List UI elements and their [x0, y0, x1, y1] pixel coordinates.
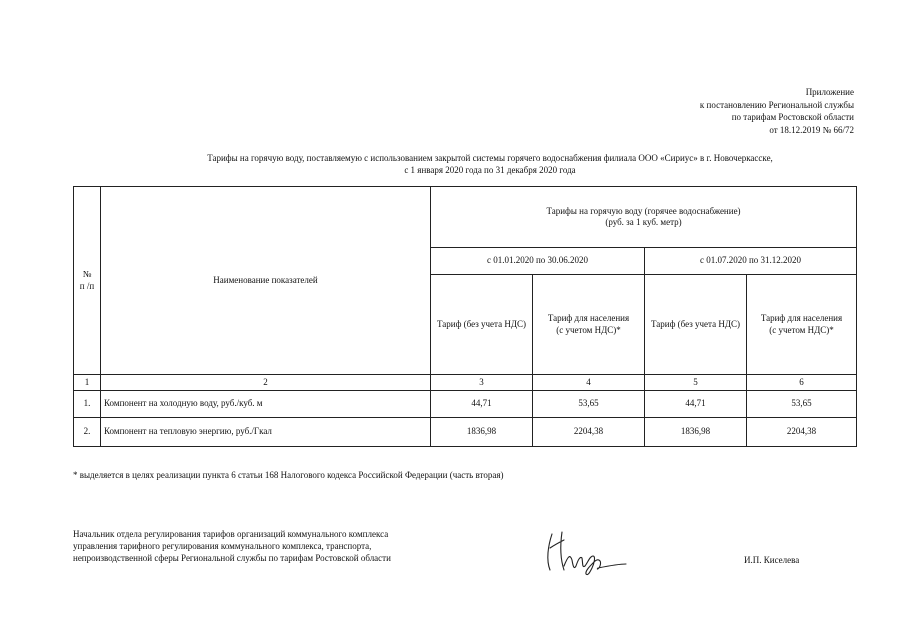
row-name: Компонент на тепловую энергию, руб./Гкал	[101, 418, 431, 447]
footnote: * выделяется в целях реализации пункта 6 статьи 168 Налогового кодекса Российской Федерации (часть вторая)	[73, 470, 504, 480]
title-line: Тарифы на горячую воду, поставляемую с использованием закрытой системы горячего водоснабжения филиала ООО «Сириус» в г. Новочеркасске,	[207, 153, 773, 163]
appendix-header	[700, 86, 854, 136]
appendix-line: по тарифам Ростовской области	[731, 112, 854, 122]
header-subcol: Тариф (без учета НДС)	[645, 275, 747, 375]
signer-position-line: Начальник отдела регулирования тарифов организаций коммунального комплекса	[73, 529, 389, 539]
row-value: 1836,98	[431, 418, 533, 447]
index-cell: 4	[533, 375, 645, 391]
appendix-line: Приложение	[805, 87, 854, 97]
header-number: № п /п	[74, 187, 101, 375]
header-group: Тарифы на горячую воду (горячее водоснабжение) (руб. за 1 куб. метр)	[431, 187, 857, 248]
index-cell: 5	[645, 375, 747, 391]
table-row	[74, 391, 857, 418]
index-row	[74, 375, 857, 391]
signer-position-line: непроизводственной сферы Региональной службы по тарифам Ростовской области	[73, 553, 391, 563]
header-subcol: Тариф для населения (с учетом НДС)*	[533, 275, 645, 375]
index-cell: 1	[74, 375, 101, 391]
header-name: Наименование показателей	[101, 187, 431, 375]
row-value: 2204,38	[533, 418, 645, 447]
title-period: с 1 января 2020 года по 31 декабря 2020 года	[404, 164, 576, 175]
header-period-1: с 01.01.2020 по 30.06.2020	[431, 248, 645, 275]
row-value: 1836,98	[645, 418, 747, 447]
row-value: 53,65	[533, 391, 645, 418]
index-cell: 3	[431, 375, 533, 391]
row-value: 44,71	[431, 391, 533, 418]
index-cell: 6	[747, 375, 857, 391]
header-subcol: Тариф для населения (с учетом НДС)*	[747, 275, 857, 375]
row-value: 2204,38	[747, 418, 857, 447]
index-cell: 2	[101, 375, 431, 391]
row-value: 44,71	[645, 391, 747, 418]
handwritten-signature	[538, 526, 630, 578]
signer-position	[73, 528, 391, 564]
appendix-line: к постановлению Региональной службы	[699, 99, 854, 110]
row-number: 2.	[74, 418, 101, 447]
header-period-2: с 01.07.2020 по 31.12.2020	[645, 248, 857, 275]
row-number: 1.	[74, 391, 101, 418]
appendix-date: от 18.12.2019 № 66/72	[769, 124, 854, 135]
signer-name: И.П. Киселева	[744, 555, 800, 565]
header-subcol: Тариф (без учета НДС)	[431, 275, 533, 375]
row-value: 53,65	[747, 391, 857, 418]
document-title	[70, 153, 905, 176]
tariffs-table	[73, 186, 857, 447]
table-row	[74, 418, 857, 447]
row-name: Компонент на холодную воду, руб./куб. м	[101, 391, 431, 418]
signer-position-line: управления тарифного регулирования коммунального комплекса, транспорта,	[73, 541, 372, 551]
